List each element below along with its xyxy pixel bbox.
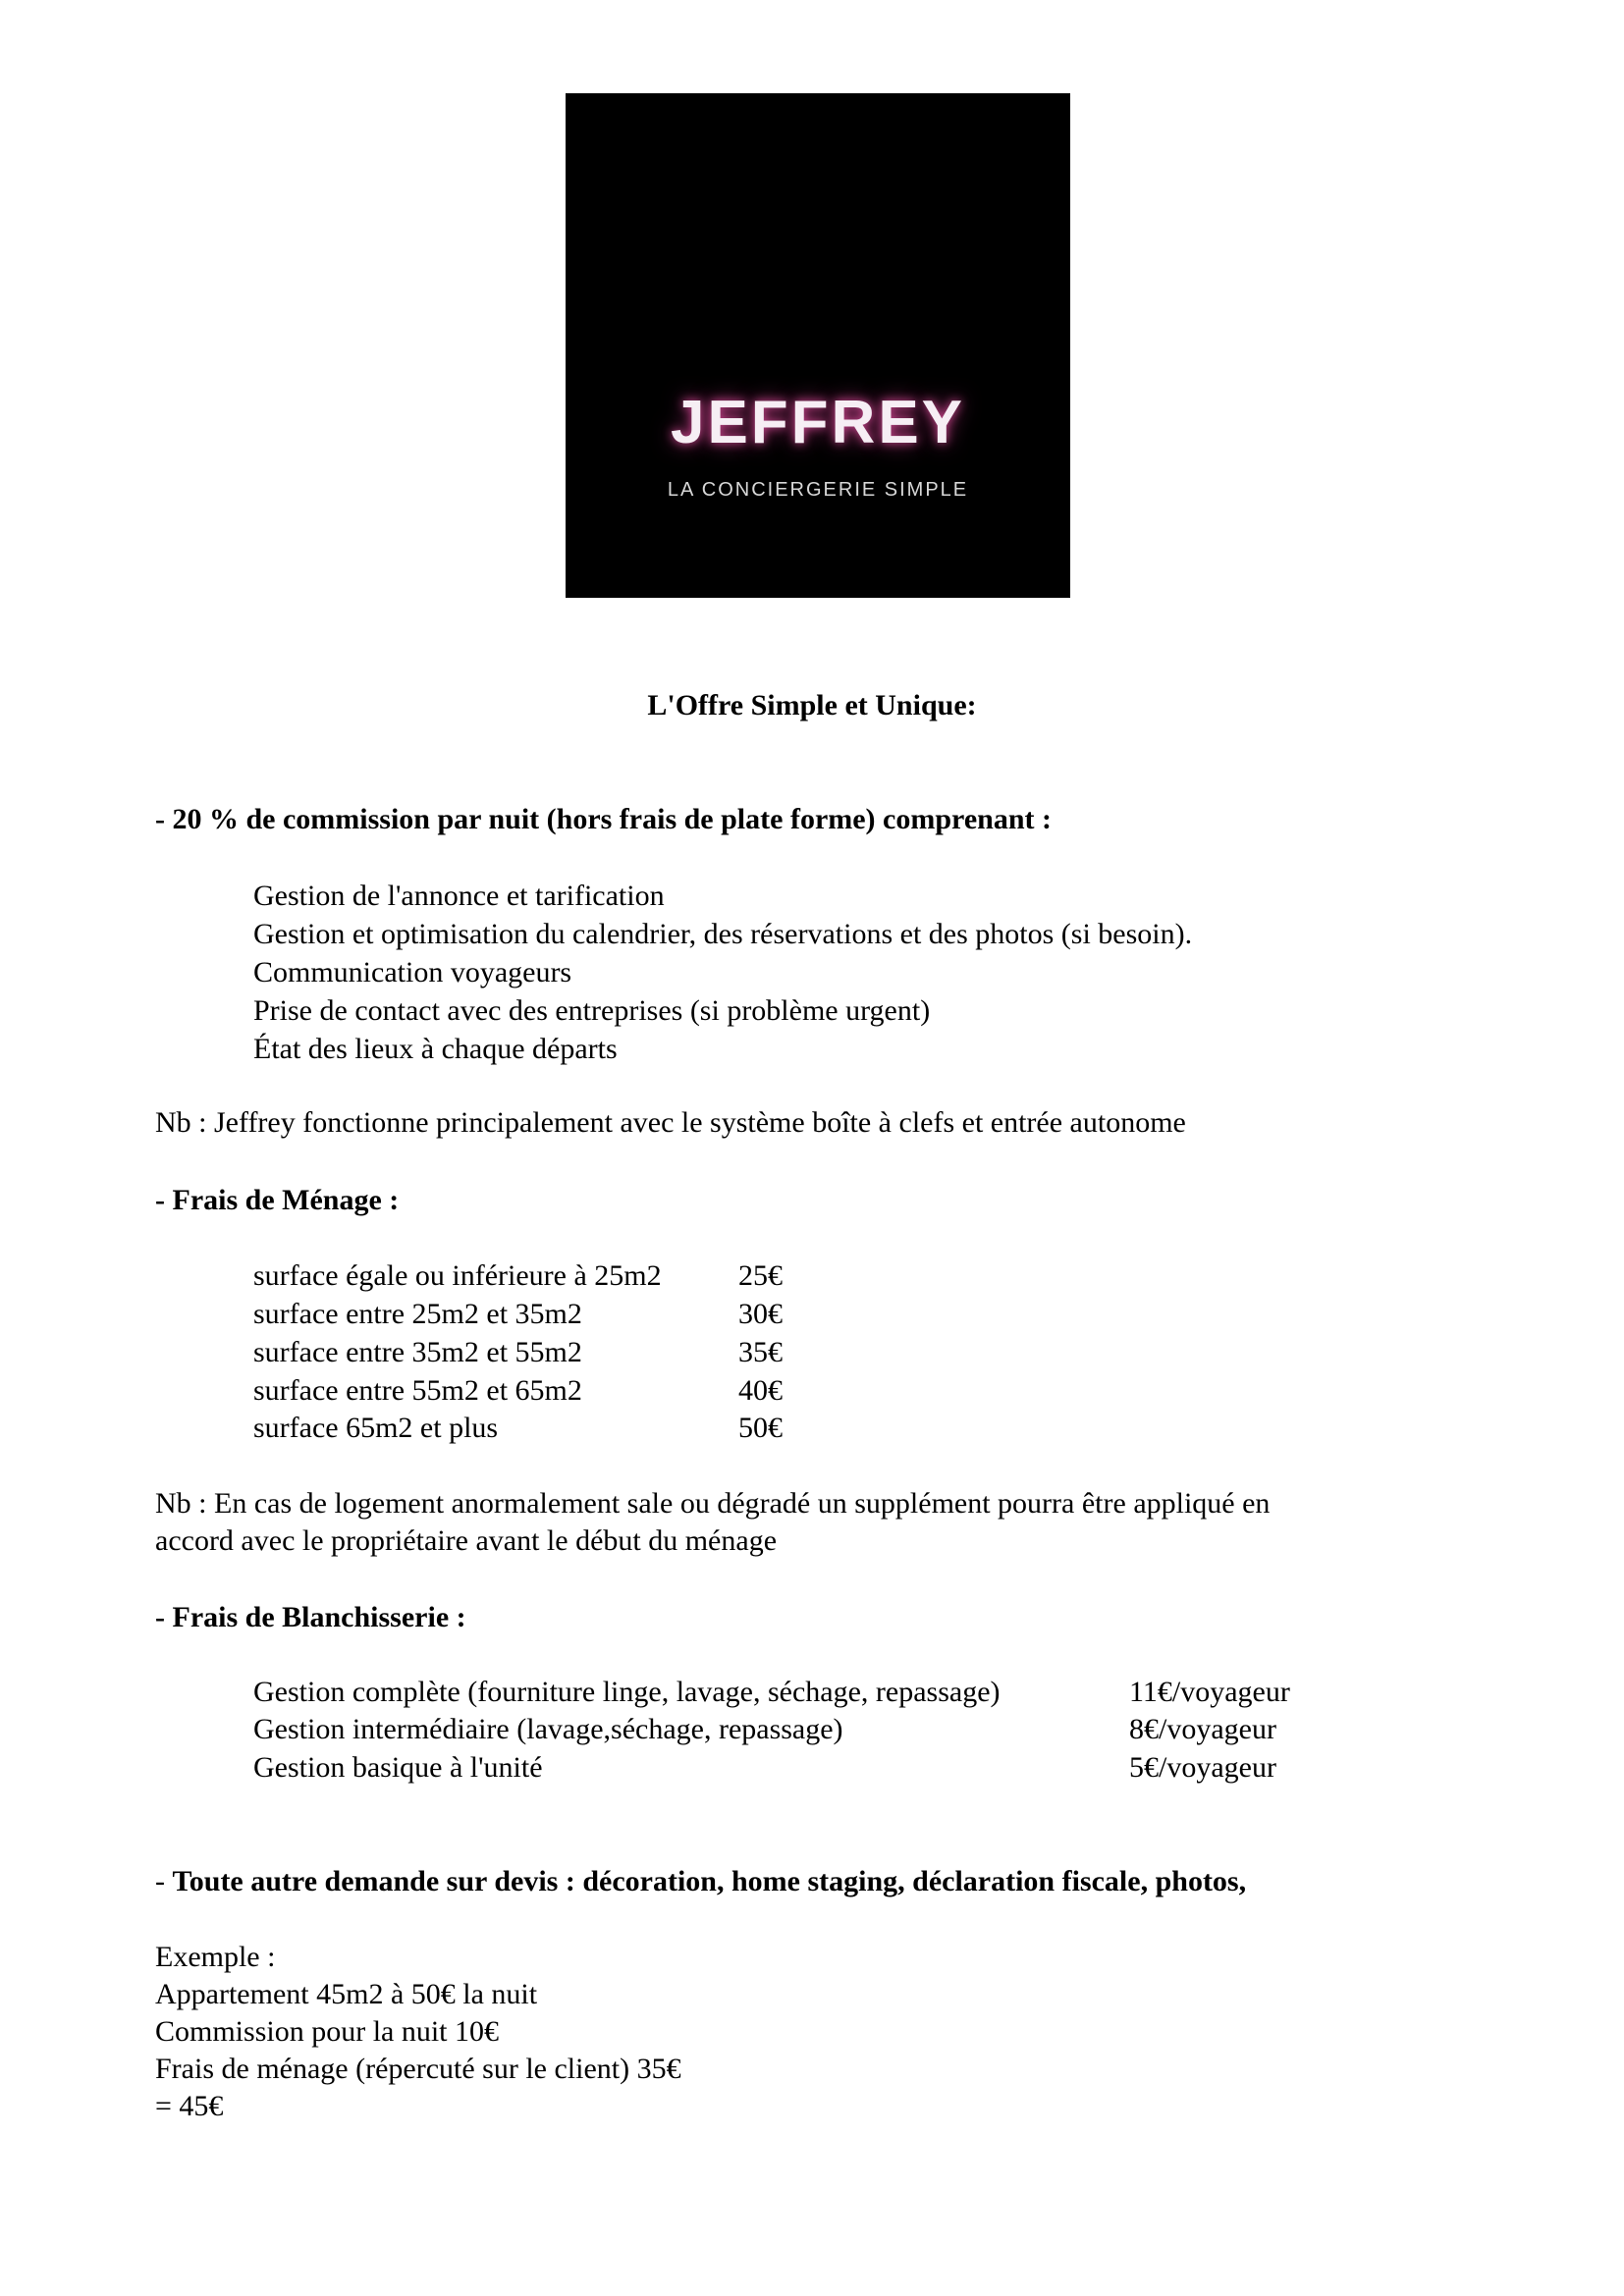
menage-row-price: 35€	[738, 1336, 783, 1368]
menage-row-label: surface entre 25m2 et 35m2	[253, 1298, 582, 1330]
blanchisserie-row-price: 5€/voyageur	[1129, 1751, 1276, 1784]
blanchisserie-row-price: 11€/voyageur	[1129, 1676, 1290, 1708]
menage-row-label: surface 65m2 et plus	[253, 1412, 499, 1444]
exemple-line: Exemple :	[155, 1941, 276, 1973]
blanchisserie-row-price: 8€/voyageur	[1129, 1713, 1276, 1745]
commission-item: Communication voyageurs	[253, 956, 572, 988]
commission-item: Gestion de l'annonce et tarification	[253, 880, 665, 912]
commission-item: Gestion et optimisation du calendrier, des réservations et des photos (si besoin).	[253, 918, 1193, 950]
menage-row-price: 40€	[738, 1374, 783, 1407]
exemple-line: Frais de ménage (répercuté sur le client) 35€	[155, 2053, 681, 2085]
blanchisserie-row-label: Gestion basique à l'unité	[253, 1751, 543, 1784]
exemple-line: Appartement 45m2 à 50€ la nuit	[155, 1978, 538, 2010]
offer-heading: L'Offre Simple et Unique:	[647, 689, 977, 721]
autre-demande-line	[155, 1865, 1246, 1898]
menage-row-price: 30€	[738, 1298, 783, 1330]
logo-subtitle: LA CONCIERGERIE SIMPLE	[667, 479, 969, 501]
exemple-line: = 45€	[155, 2090, 224, 2122]
commission-title: - 20 % de commission par nuit (hors frais de plate forme) comprenant :	[155, 803, 1052, 835]
menage-row-label: surface égale ou inférieure à 25m2	[253, 1259, 662, 1292]
commission-item: État des lieux à chaque départs	[253, 1033, 618, 1065]
commission-item: Prise de contact avec des entreprises (si problème urgent)	[253, 994, 931, 1027]
menage-note-line: accord avec le propriétaire avant le début du ménage	[155, 1524, 778, 1557]
menage-note-line: Nb : En cas de logement anormalement sale ou dégradé un supplément pourra être appliqué en	[155, 1487, 1271, 1520]
blanchisserie-row-label: Gestion complète (fourniture linge, lavage, séchage, repassage)	[253, 1676, 1001, 1708]
autre-title: Toute autre demande sur devis : décoration, home staging, déclaration fiscale, photos,	[172, 1865, 1247, 1897]
autre-prefix: -	[155, 1865, 173, 1897]
menage-row-price: 25€	[738, 1259, 783, 1292]
commission-note: Nb : Jeffrey fonctionne principalement avec le système boîte à clefs et entrée autonome	[155, 1106, 1186, 1139]
menage-row-price: 50€	[738, 1412, 783, 1444]
menage-title: - Frais de Ménage :	[155, 1184, 400, 1216]
logo-title: JEFFREY	[670, 389, 966, 456]
blanchisserie-title: - Frais de Blanchisserie :	[155, 1601, 466, 1633]
exemple-line: Commission pour la nuit 10€	[155, 2015, 500, 2048]
menage-row-label: surface entre 55m2 et 65m2	[253, 1374, 582, 1407]
menage-row-label: surface entre 35m2 et 55m2	[253, 1336, 582, 1368]
blanchisserie-row-label: Gestion intermédiaire (lavage,séchage, repassage)	[253, 1713, 843, 1745]
jeffrey-logo	[566, 93, 1070, 598]
